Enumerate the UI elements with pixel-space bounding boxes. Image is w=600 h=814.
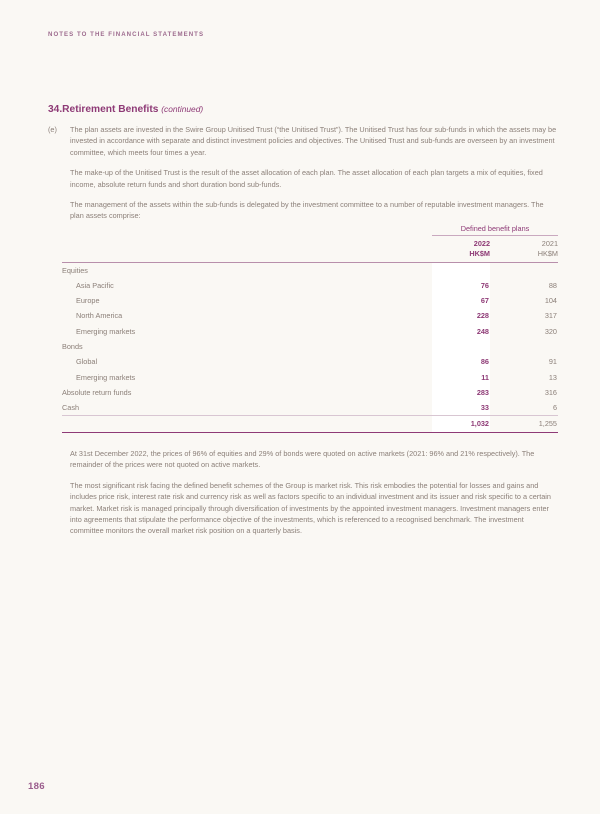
row-value-2022: 67 bbox=[432, 293, 490, 308]
table-row bbox=[62, 385, 558, 400]
row-value-2021: 6 bbox=[552, 403, 557, 413]
row-label: Emerging markets bbox=[76, 326, 136, 336]
group-header-blank bbox=[62, 224, 432, 236]
row-value-2021: 91 bbox=[548, 357, 557, 367]
row-label: Cash bbox=[62, 403, 80, 413]
page-title bbox=[48, 104, 203, 115]
row-value-2022: 228 bbox=[432, 308, 490, 323]
column-header-2021-year: 2021 bbox=[541, 239, 558, 248]
row-label: Europe bbox=[76, 296, 100, 306]
column-header-2021 bbox=[490, 236, 558, 260]
total-label bbox=[62, 416, 432, 433]
column-header-2021-unit: HK$M bbox=[537, 249, 558, 258]
column-header-2022-unit: HK$M bbox=[469, 249, 490, 258]
note-title: Retirement Benefits bbox=[62, 104, 159, 115]
row-value-2021: 317 bbox=[544, 311, 557, 321]
note-body bbox=[48, 124, 558, 231]
row-label: Global bbox=[76, 357, 98, 367]
row-value-2022: 86 bbox=[432, 354, 490, 369]
row-value-2022: 11 bbox=[432, 370, 490, 385]
row-value-2021: 320 bbox=[544, 326, 557, 336]
table-group-header-row bbox=[62, 224, 558, 236]
note-number: 34. bbox=[48, 104, 63, 115]
total-value-2021: 1,255 bbox=[490, 416, 558, 433]
row-value-2021: 104 bbox=[544, 296, 557, 306]
paragraph-e bbox=[48, 124, 558, 158]
column-header-2022 bbox=[432, 236, 490, 260]
row-value-2022 bbox=[432, 339, 490, 354]
paragraph-e-text: The plan assets are invested in the Swire Group Unitised Trust (“the Unitised Trust”). The Unitised Trust has four sub-funds in which the assets may be invested in accordance with separate and distinct investment policies and objectives. The Unitised Trust and sub-funds are overseen by an investment committee, which meets four times a year. bbox=[70, 125, 557, 157]
table-row bbox=[62, 324, 558, 339]
table-year-header-row bbox=[62, 236, 558, 260]
row-label: Bonds bbox=[62, 341, 83, 351]
page-number: 186 bbox=[28, 781, 45, 792]
table-row bbox=[62, 262, 558, 278]
row-value-2021: 316 bbox=[544, 387, 557, 397]
plan-assets-table-wrap bbox=[62, 224, 558, 433]
note-continued-label: (continued) bbox=[161, 104, 204, 114]
paragraph-group bbox=[70, 167, 558, 222]
paragraph-marker-e: (e) bbox=[48, 125, 57, 134]
column-header-2022-year: 2022 bbox=[473, 239, 490, 248]
paragraph-management: The management of the assets within the sub-funds is delegated by the investment committee to a number of reputable investment managers. The plan assets comprise: bbox=[70, 200, 544, 221]
table-row bbox=[62, 293, 558, 308]
row-value-2022: 283 bbox=[432, 385, 490, 400]
table-row bbox=[62, 354, 558, 369]
row-value-2022: 33 bbox=[432, 400, 490, 416]
row-value-2021: 13 bbox=[548, 372, 557, 382]
post-table-notes bbox=[70, 448, 558, 546]
year-header-blank bbox=[62, 236, 432, 260]
row-label: North America bbox=[76, 311, 123, 321]
total-value-2022: 1,032 bbox=[432, 416, 490, 433]
row-value-2021: 88 bbox=[548, 280, 557, 290]
row-label: Equities bbox=[62, 265, 88, 275]
row-label: Asia Pacific bbox=[76, 280, 114, 290]
row-value-2022: 248 bbox=[432, 324, 490, 339]
row-value-2021 bbox=[490, 339, 558, 354]
plan-assets-table-body bbox=[62, 262, 558, 433]
running-header: NOTES TO THE FINANCIAL STATEMENTS bbox=[48, 31, 205, 38]
row-value-2022: 76 bbox=[432, 278, 490, 293]
paragraph-makeup: The make-up of the Unitised Trust is the result of the asset allocation of each plan. The asset allocation of each plan targets a mix of equities, fixed income, absolute return funds and short duration bond sub-funds. bbox=[70, 168, 543, 189]
table-group-header: Defined benefit plans bbox=[432, 224, 558, 236]
table-row bbox=[62, 370, 558, 385]
row-value-2021 bbox=[490, 262, 558, 278]
table-total-row bbox=[62, 416, 558, 433]
table-row bbox=[62, 400, 558, 416]
paragraph-market-risk: The most significant risk facing the defined benefit schemes of the Group is market risk. This risk embodies the potential for losses and gains and includes price risk, interest rate risk and currency risk as well as factors specific to an individual investment and its issuer and risk specific to a certain market. Market risk is managed principally through diversification of investments by the appointed investment managers. Investment managers enter into agreements that stipulate the performance objective of the investments, which is referenced to a recognised benchmark. The investment committee monitors the overall market risk position on a quarterly basis. bbox=[70, 480, 551, 536]
row-label: Absolute return funds bbox=[62, 387, 132, 397]
table-row bbox=[62, 278, 558, 293]
table-row bbox=[62, 308, 558, 323]
plan-assets-table bbox=[62, 224, 558, 433]
paragraph-quoted-prices: At 31st December 2022, the prices of 96% of equities and 29% of bonds were quoted on active markets (2021: 96% and 21% respectively). The remainder of the prices were not quoted on active markets. bbox=[70, 449, 535, 470]
row-label: Emerging markets bbox=[76, 372, 136, 382]
row-value-2022 bbox=[432, 262, 490, 278]
table-row bbox=[62, 339, 558, 354]
